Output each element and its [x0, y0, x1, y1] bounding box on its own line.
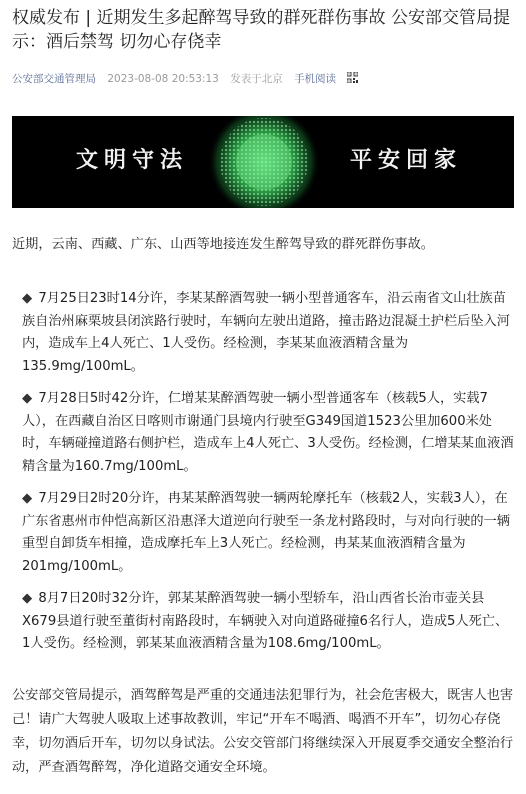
- incident-item-2: [22, 388, 516, 478]
- incident-text-4: 8月7日20时32分许，郭某某醉酒驾驶一辆小型轿车，沿山西省长治市壶关县X679县道行驶至董街村南路段时，车辆驶入对向道路碰撞6名行人，造成5人死亡、1人受伤。经检测，郭某某血液酒精含量为108.6mg/100mL。: [22, 591, 509, 651]
- bullet-icon: ◆: [22, 591, 33, 606]
- incident-item-4: [22, 588, 516, 656]
- incident-item-3: [22, 488, 516, 578]
- incident-text-1: 7月25日23时14分许，李某某醉酒驾驶一辆小型普通客车，沿云南省文山壮族苗族自治州麻栗坡县闭滨路行驶时，车辆向左驶出道路，撞击路边混凝土护栏后坠入河内，造成车上4人死亡、1人受伤。经检测，李某某血液酒精含量为135.9mg/100mL。: [22, 291, 510, 374]
- intro-paragraph: 近期，云南、西藏、广东、山西等地接连发生醉驾导致的群死群伤事故。: [12, 237, 434, 252]
- incident-item-1: [22, 288, 516, 378]
- banner-left-text: 文明守法: [76, 148, 189, 173]
- incident-text-2: 7月28日5时42分许，仁增某某醉酒驾驶一辆小型普通客车（核载5人，实载7人），在西藏自治区日喀则市谢通门县境内行驶至G349国道1523公里加600米处时，车辆碰撞道路右侧护栏，造成车上4人死亡、3人受伤。经检测，仁增某某血液酒精含量为160.7mg/100mL。: [22, 391, 514, 474]
- article-meta: [12, 70, 366, 88]
- bullet-icon: ◆: [22, 491, 33, 506]
- publish-datetime: 2023-08-08 20:53:13: [107, 73, 219, 85]
- article-title: 权威发布 | 近期发生多起醉驾导致的群死群伤事故 公安部交管局提示：酒后禁驾 切勿心存侥幸: [12, 8, 510, 52]
- banner-right-text: 平安回家: [350, 148, 463, 173]
- publish-location: 发表于北京: [230, 73, 283, 85]
- closing-paragraph: 公安部交管局提示，酒驾醉驾是严重的交通违法犯罪行为，社会危害极大，既害人也害己！请广大驾驶人吸取上述事故教训，牢记“开车不喝酒、喝酒不开车”，切勿心存侥幸，切勿酒后开车，切勿以身试法。公安交管部门将继续深入开展夏季交通安全整治行动，严查酒驾醉驾，净化道路交通安全环境。: [12, 688, 514, 775]
- mobile-read-label: 手机阅读: [294, 73, 337, 85]
- mobile-read-link[interactable]: [294, 73, 358, 85]
- qr-code-icon[interactable]: [347, 72, 358, 83]
- bullet-icon: ◆: [22, 391, 33, 406]
- account-name-link[interactable]: 公安部交通管理局: [12, 73, 96, 85]
- incident-text-3: 7月29日2时20分许，冉某某醉酒驾驶一辆两轮摩托车（核载2人，实载3人），在广东省惠州市仲恺高新区沿惠泽大道逆向行驶至一条龙村路段时，与对向行驶的一辆重型自卸货车相撞，造成摩托车上3人死亡。经检测，冉某某血液酒精含量为201mg/100mL。: [22, 491, 510, 574]
- banner-image: [12, 116, 514, 208]
- bullet-icon: ◆: [22, 291, 33, 306]
